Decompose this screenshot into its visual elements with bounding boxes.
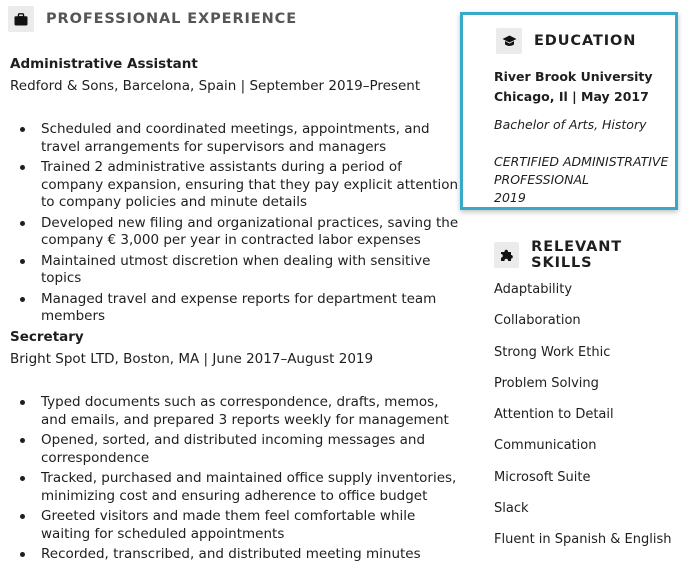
certification-year: 2019 <box>494 190 526 205</box>
skills-title: RELEVANT SKILLS <box>531 239 623 271</box>
job-meta: Bright Spot LTD, Boston, MA | June 2017–August 2019 <box>10 351 374 367</box>
list-item: Greeted visitors and made them feel comfortable while waiting for scheduled appointments <box>0 508 460 543</box>
graduation-cap-icon <box>496 28 522 54</box>
skill-item: Slack <box>494 501 529 516</box>
skill-item: Collaboration <box>494 313 581 328</box>
list-item: Recorded, transcribed, and distributed meeting minutes <box>0 546 460 564</box>
skill-item: Adaptability <box>494 282 573 297</box>
skill-item: Microsoft Suite <box>494 470 591 485</box>
list-item: Opened, sorted, and distributed incoming messages and correspondence <box>0 432 460 467</box>
skill-item: Fluent in Spanish & English <box>494 532 672 547</box>
list-item: Trained 2 administrative assistants during a period of company expansion, ensuring that they pay explicit attention to company policies and minute details <box>0 159 460 212</box>
education-section <box>460 12 678 210</box>
skills-heading <box>494 239 684 271</box>
education-heading <box>496 28 636 54</box>
education-location-date: Chicago, Il | May 2017 <box>494 89 649 104</box>
job-bullet-list <box>0 394 460 567</box>
job-title: Administrative Assistant <box>10 56 198 72</box>
skill-item: Problem Solving <box>494 376 599 391</box>
experience-title: PROFESSIONAL EXPERIENCE <box>46 11 297 27</box>
list-item: Developed new filing and organizational practices, saving the company € 3,000 per year in contracted labor expenses <box>0 215 460 250</box>
job-bullet-list <box>0 121 460 329</box>
puzzle-piece-icon <box>494 242 519 268</box>
job-meta: Redford & Sons, Barcelona, Spain | September 2019–Present <box>10 78 421 94</box>
education-title: EDUCATION <box>534 33 637 49</box>
skill-item: Strong Work Ethic <box>494 345 611 360</box>
university-name: River Brook University <box>494 69 653 84</box>
list-item: Scheduled and coordinated meetings, appointments, and travel arrangements for supervisors and managers <box>0 121 460 156</box>
list-item: Typed documents such as correspondence, drafts, memos, and emails, and prepared 3 reports weekly for management <box>0 394 460 429</box>
briefcase-icon <box>8 6 34 32</box>
experience-heading <box>8 6 297 32</box>
list-item: Managed travel and expense reports for department team members <box>0 291 460 326</box>
degree: Bachelor of Arts, History <box>494 117 647 132</box>
skill-item: Communication <box>494 438 597 453</box>
list-item: Maintained utmost discretion when dealing with sensitive topics <box>0 253 460 288</box>
skill-item: Attention to Detail <box>494 407 614 422</box>
list-item: Tracked, purchased and maintained office supply inventories, minimizing cost and ensuring adherence to office budget <box>0 470 460 505</box>
certification-line: CERTIFIED ADMINISTRATIVE <box>494 154 669 169</box>
job-title: Secretary <box>10 329 84 345</box>
certification-line: PROFESSIONAL <box>494 172 589 187</box>
